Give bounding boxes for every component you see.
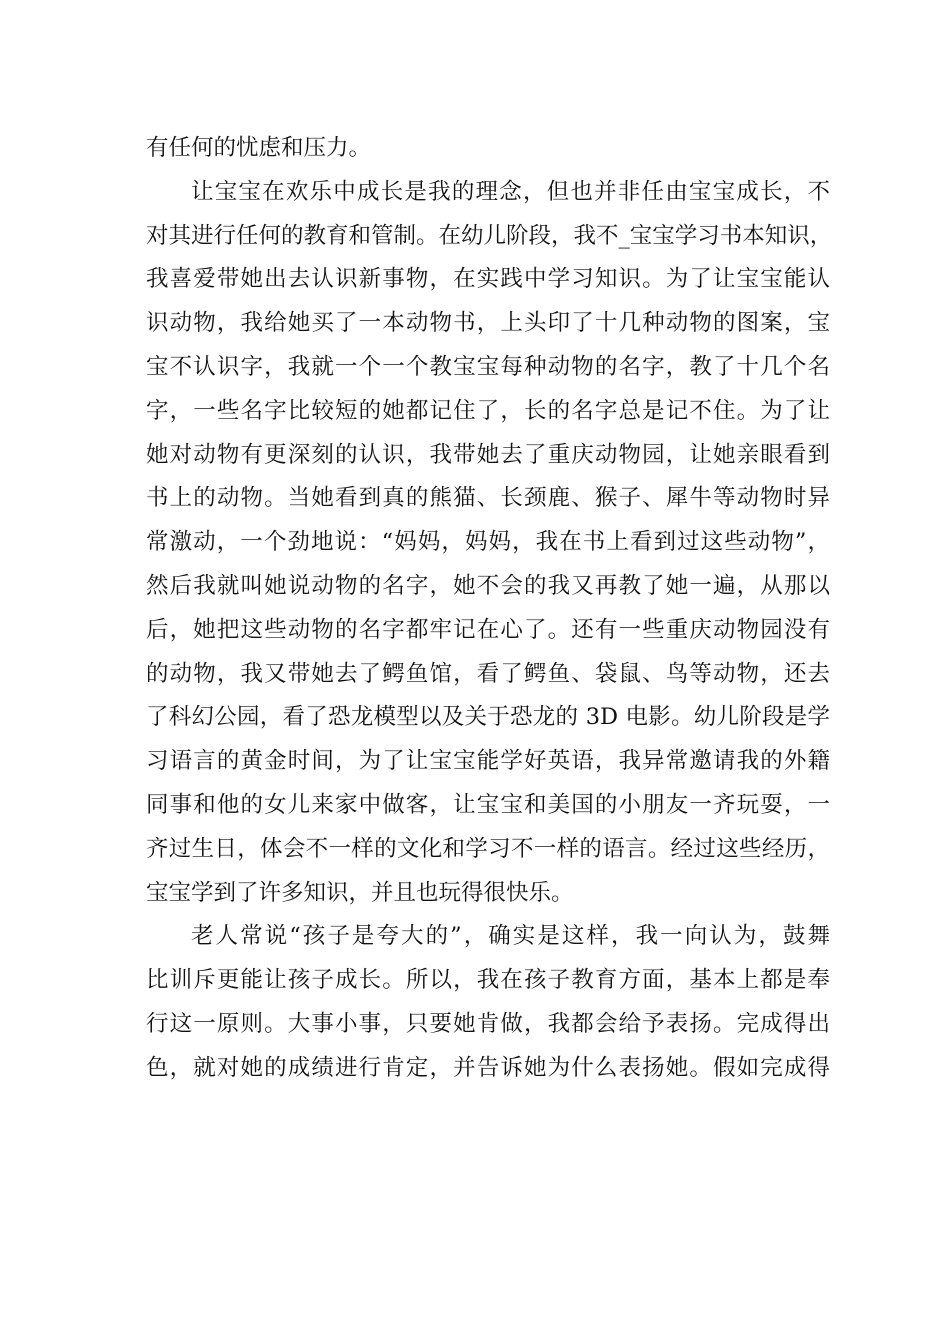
text-line: 识动物，我给她买了一本动物书，上头印了十几种动物的图案，宝 (146, 310, 830, 337)
text-line: 宝不认识字，我就一个一个教宝宝每种动物的名字，教了十几个名 (146, 353, 830, 380)
text-line: 宝宝学到了许多知识，并且也玩得很快乐。 (146, 879, 574, 906)
text-line: 然后我就叫她说动物的名字，她不会的我又再教了她一遍，从那以 (146, 572, 830, 599)
paragraph-first-line: 老人常说“孩子是夸大的”，确实是这样，我一向认为，鼓舞 (191, 923, 830, 950)
text-line: 后，她把这些动物的名字都牢记在心了。还有一些重庆动物园没有 (146, 616, 830, 643)
text-line: 齐过生日，体会不一样的文化和学习不一样的语言。经过这些经历， (146, 835, 830, 862)
text-line: 对其进行任何的教育和管制。在幼儿阶段，我不_宝宝学习书本知识， (146, 222, 833, 249)
text-line: 我喜爱带她出去认识新事物，在实践中学习知识。为了让宝宝能认 (146, 266, 830, 293)
text-line: 字，一些名字比较短的她都记住了，长的名字总是记不住。为了让 (146, 397, 830, 424)
text-line: 有任何的忧虑和压力。 (146, 135, 372, 161)
text-line: 同事和他的女儿来家中做客，让宝宝和美国的小朋友一齐玩耍，一 (146, 791, 830, 818)
text-line: 习语言的黄金时间，为了让宝宝能学好英语，我异常邀请我的外籍 (146, 748, 830, 775)
text-line: 她对动物有更深刻的认识，我带她去了重庆动物园，让她亲眼看到 (146, 441, 830, 468)
document-body (146, 127, 833, 1091)
paragraph-first-line: 让宝宝在欢乐中成长是我的理念，但也并非任由宝宝成长，不 (191, 178, 830, 205)
text-line: 色，就对她的成绩进行肯定，并告诉她为什么表扬她。假如完成得 (146, 1054, 830, 1081)
text-line: 了科幻公园，看了恐龙模型以及关于恐龙的 3D 电影。幼儿阶段是学 (146, 704, 830, 731)
text-line: 行这一原则。大事小事，只要她肯做，我都会给予表扬。完成得出 (146, 1010, 830, 1037)
text-line: 比训斥更能让孩子成长。所以，我在孩子教育方面，基本上都是奉 (146, 967, 830, 994)
text-line: 的动物，我又带她去了鳄鱼馆，看了鳄鱼、袋鼠、鸟等动物，还去 (146, 660, 830, 687)
text-line: 书上的动物。当她看到真的熊猫、长颈鹿、猴子、犀牛等动物时异 (146, 485, 830, 512)
text-line: 常激动，一个劲地说：“妈妈，妈妈，我在书上看到过这些动物”， (146, 529, 830, 556)
